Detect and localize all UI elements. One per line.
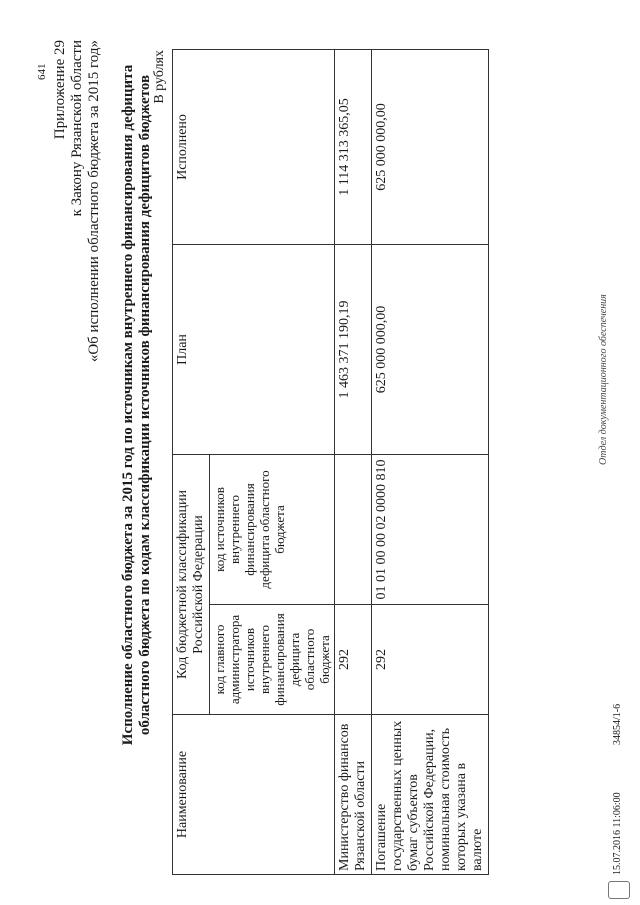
header-plan: План xyxy=(173,244,335,454)
row-source-code: 01 01 00 00 02 0000 810 xyxy=(372,454,489,604)
appendix-law-title: «Об исполнении областного бюджета за 2015 год» xyxy=(86,40,102,363)
title-line-2: областного бюджета по кодам классификации источников финансирования дефицитов бюджетов xyxy=(137,74,153,736)
header-admin-code: код главного администратора источников внутреннего финансирования дефицита областного бюджета xyxy=(210,605,335,715)
table-row xyxy=(335,49,372,874)
stamp-icon xyxy=(608,881,630,899)
header-executed: Исполнено xyxy=(173,49,335,244)
document-title xyxy=(120,55,154,755)
appendix-number: Приложение 29 xyxy=(52,40,68,140)
title-line-1: Исполнение областного бюджета за 2015 год по источникам внутреннего финансирования дефицита xyxy=(120,64,136,746)
header-source-code: код источников внутреннего финансирования дефицита областного бюджета xyxy=(210,454,335,604)
row-admin-code: 292 xyxy=(335,605,372,715)
header-name: Наименование xyxy=(173,715,335,875)
appendix-block xyxy=(52,40,103,362)
row-admin-code: 292 xyxy=(372,605,489,715)
table-row xyxy=(372,49,489,874)
row-executed: 1 114 313 365,05 xyxy=(335,49,372,244)
page-number: 641 xyxy=(36,63,48,80)
row-name: Министерство финансов Рязанской области xyxy=(335,715,372,875)
budget-table xyxy=(172,49,489,875)
units-label: В рублях xyxy=(152,50,167,104)
footer-doc-number: 34854/1-6 xyxy=(612,703,623,745)
row-executed: 625 000 000,00 xyxy=(372,49,489,244)
row-source-code xyxy=(335,454,372,604)
footer-department: Отдел документационного обеспечения xyxy=(598,294,609,465)
appendix-law: к Закону Рязанской области xyxy=(69,40,85,217)
table-header-row xyxy=(173,49,210,874)
header-code-group: Код бюджетной классификации Российской Федерации xyxy=(173,454,210,714)
row-plan: 625 000 000,00 xyxy=(372,244,489,454)
footer-date: 15.07.2016 11:06:00 xyxy=(612,792,623,875)
row-name: Погашение государственных ценных бумаг субъектов Российской Федерации, номинальная стоимость которых указана в валюте xyxy=(372,715,489,875)
row-plan: 1 463 371 190,19 xyxy=(335,244,372,454)
